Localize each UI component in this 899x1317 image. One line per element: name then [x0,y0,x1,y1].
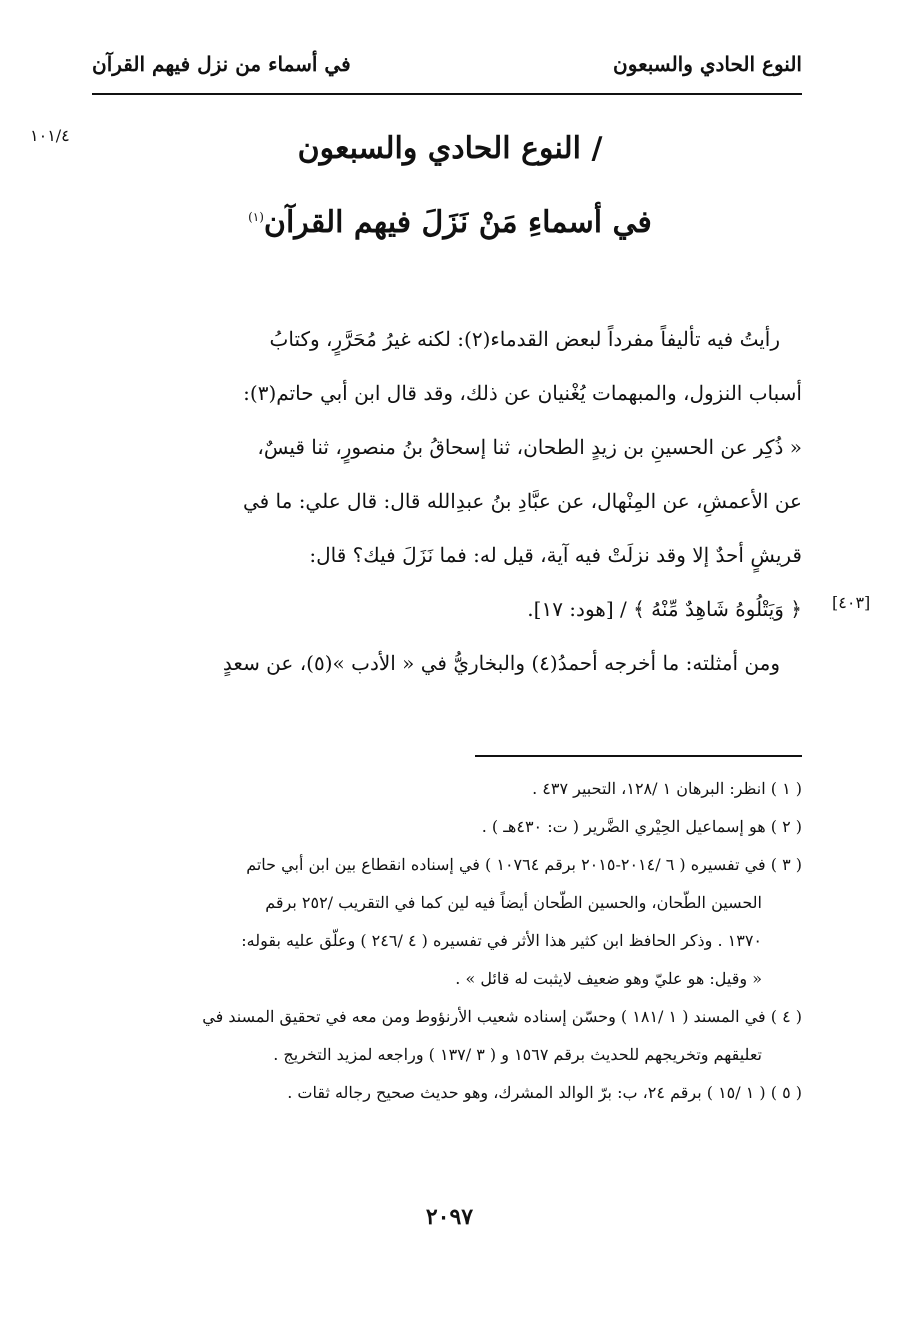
running-header-chapter: النوع الحادي والسبعون [613,52,802,76]
body-line: أسباب النزول، والمبهمات يُغْنيان عن ذلك، وقد قال ابن أبي حاتم(٣): [243,381,802,405]
chapter-title-line1: / النوع الحادي والسبعون [297,131,603,166]
body-line: رأيتُ فيه تأليفاً مفرداً لبعض القدماء(٢): لكنه غيرُ مُحَرَّرٍ، وكتابُ [269,327,780,351]
running-header [92,48,802,92]
body-line: « ذُكِر عن الحسينِ بن زيدٍ الطحان، ثنا إسحاقُ بنُ منصورٍ، ثنا قيسٌ، [257,435,802,459]
running-header-topic: في أسماء من نزل فيهم القرآن [92,52,351,76]
footnote: ( ٢ ) هو إسماعيل الحِيْري الضَّرير ( ت: ٤٣٠هـ ) . [481,817,802,836]
body-line: قريشٍ أحدٌ إلا وقد نزلَتْ فيه آية، قيل له: فما نَزَلَ فيك؟ قال: [309,543,802,567]
footnote: ( ١ ) انظر: البرهان ١ /١٢٨، التحبير ٤٣٧ . [532,779,802,798]
body-text [110,312,802,690]
chapter-title [150,126,750,248]
chapter-title-line2-text: في أسماءِ مَنْ نَزَلَ فيهم القرآن [263,205,652,240]
footnote-marker: (١) [248,210,264,224]
footnote-separator [475,755,802,757]
page-number: ٢٠٩٧ [425,1204,474,1230]
body-line: عن الأعمشِ، عن المِنْهال، عن عبَّادِ بنُ عبدِالله قال: قال علي: ما في [242,489,802,513]
verse-margin-reference: [٤٠٣] [832,593,871,612]
footnote-continuation: الحسين الطّحان، والحسين الطّحان أيضاً فيه لين كما في التقريب /٢٥٢ برقم [265,893,762,912]
footnote: ( ٥ ) ( ١ /١٥ ) برقم ٢٤، ب: برّ الوالد المشرك، وهو حديث صحيح رجاله ثقات . [287,1083,802,1102]
footnote: ( ٣ ) في تفسيره ( ٦ /٢٠١٤-٢٠١٥ برقم ١٠٧٦٤ ) في إسناده انقطاع بين ابن أبي حاتم [246,855,802,874]
footnote-continuation: تعليقهم وتخريجهم للحديث برقم ١٥٦٧ و ( ٣ /١٣٧ ) وراجعه لمزيد التخريج . [273,1045,762,1064]
footnotes [100,770,802,1112]
margin-reference: ١٠١/٤ [30,126,70,145]
footnote: ( ٤ ) في المسند ( ١ /١٨١ ) وحسّن إسناده شعيب الأرنؤوط ومن معه في تحقيق المسند في [202,1007,802,1026]
footnote-continuation: ١٣٧٠ . وذكر الحافظ ابن كثير هذا الأثر في تفسيره ( ٤ /٢٤٦ ) وعلّق عليه بقوله: [241,931,762,950]
footnote-continuation: « وقيل: هو عليّ وهو ضعيف لايثبت له قائل » . [455,969,762,988]
chapter-title-line2 [150,192,750,248]
header-rule [92,93,802,95]
quran-verse: ﴿ وَيَتْلُوهُ شَاهِدٌ مِّنْهُ ﴾ / [هود: ١٧]. [527,597,802,621]
body-line: ومن أمثلته: ما أخرجه أحمدُ(٤) والبخاريُّ في « الأدب »(٥)، عن سعدٍ [222,651,780,675]
